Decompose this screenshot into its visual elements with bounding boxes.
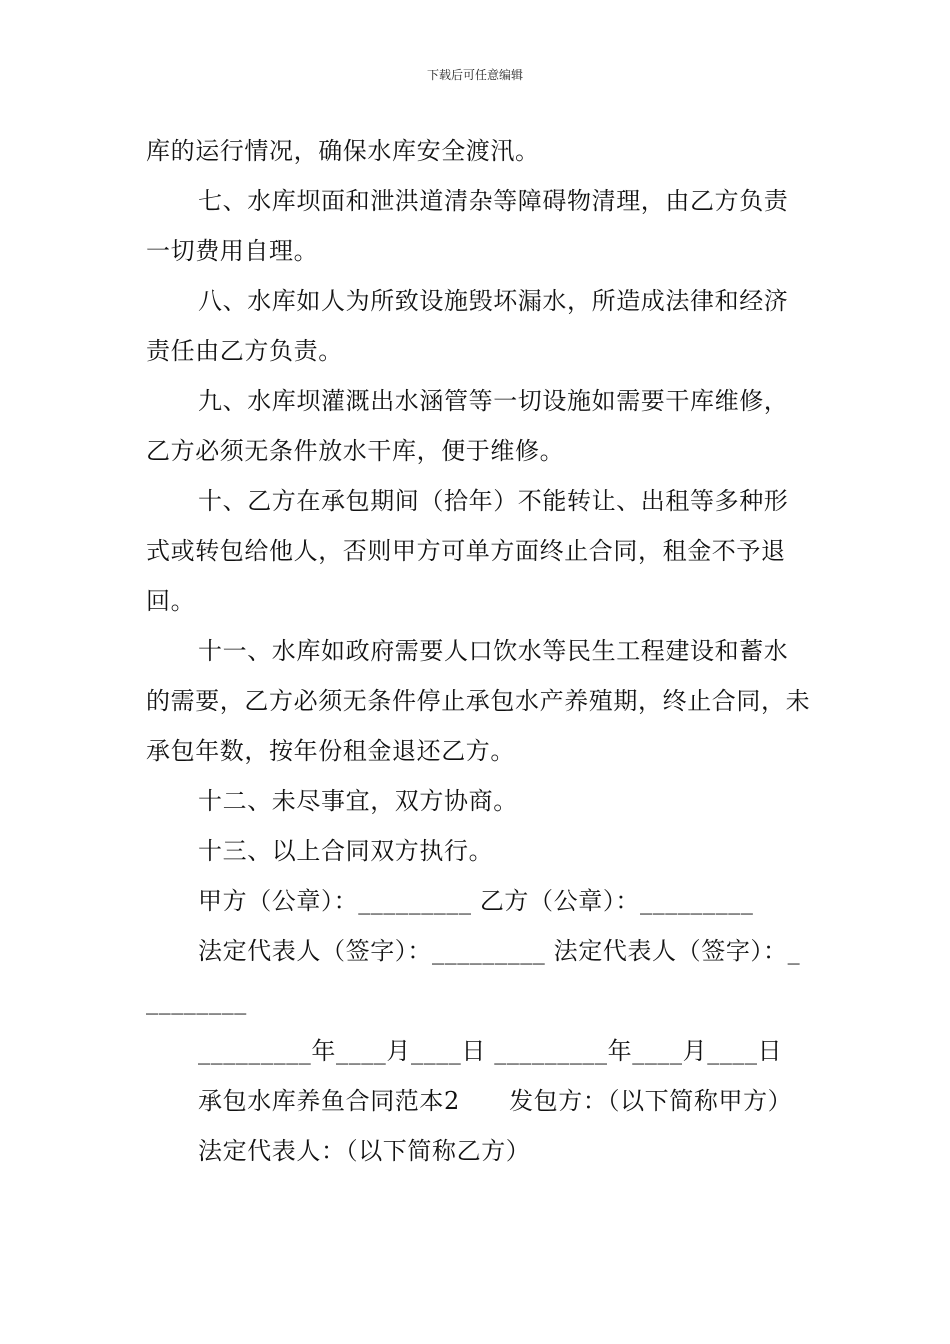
signature-line-seals: 甲方（公章）：_________ 乙方（公章）：_________ xyxy=(198,887,754,915)
paragraph-7: 十二、未尽事宜，双方协商。 xyxy=(198,787,518,815)
signature-line-dates: _________年____月____日 _________年____月____日 xyxy=(198,1037,783,1065)
contract-template-2-title: 承包水库养鱼合同范本2 发包方：（以下简称甲方） xyxy=(198,1087,793,1115)
paragraph-3: 八、水库如人为所致设施毁坏漏水，所造成法律和经济责任由乙方负责。 xyxy=(146,287,789,365)
paragraph-6: 十一、水库如政府需要人口饮水等民生工程建设和蓄水的需要，乙方必须无条件停止承包水产养殖期，终止合同，未承包年数，按年份租金退还乙方。 xyxy=(146,637,811,765)
legal-representative-line: 法定代表人：（以下简称乙方） xyxy=(198,1137,531,1165)
paragraph-4: 九、水库坝灌溉出水涵管等一切设施如需要干库维修，乙方必须无条件放水干库，便于维修。 xyxy=(146,387,789,465)
paragraph-1: 库的运行情况，确保水库安全渡汛。 xyxy=(146,137,540,165)
paragraph-5: 十、乙方在承包期间（拾年）不能转让、出租等多种形式或转包给他人，否则甲方可单方面终止合同，租金不予退回。 xyxy=(146,487,789,615)
paragraph-8: 十三、以上合同双方执行。 xyxy=(198,837,494,865)
document-body xyxy=(146,126,812,1176)
page-header: 下载后可任意编辑 xyxy=(426,68,523,82)
paragraph-2: 七、水库坝面和泄洪道清杂等障碍物清理，由乙方负责一切费用自理。 xyxy=(146,187,789,265)
signature-line-representatives: 法定代表人（签字）：_________ 法定代表人（签字）：_________ xyxy=(146,937,801,1015)
